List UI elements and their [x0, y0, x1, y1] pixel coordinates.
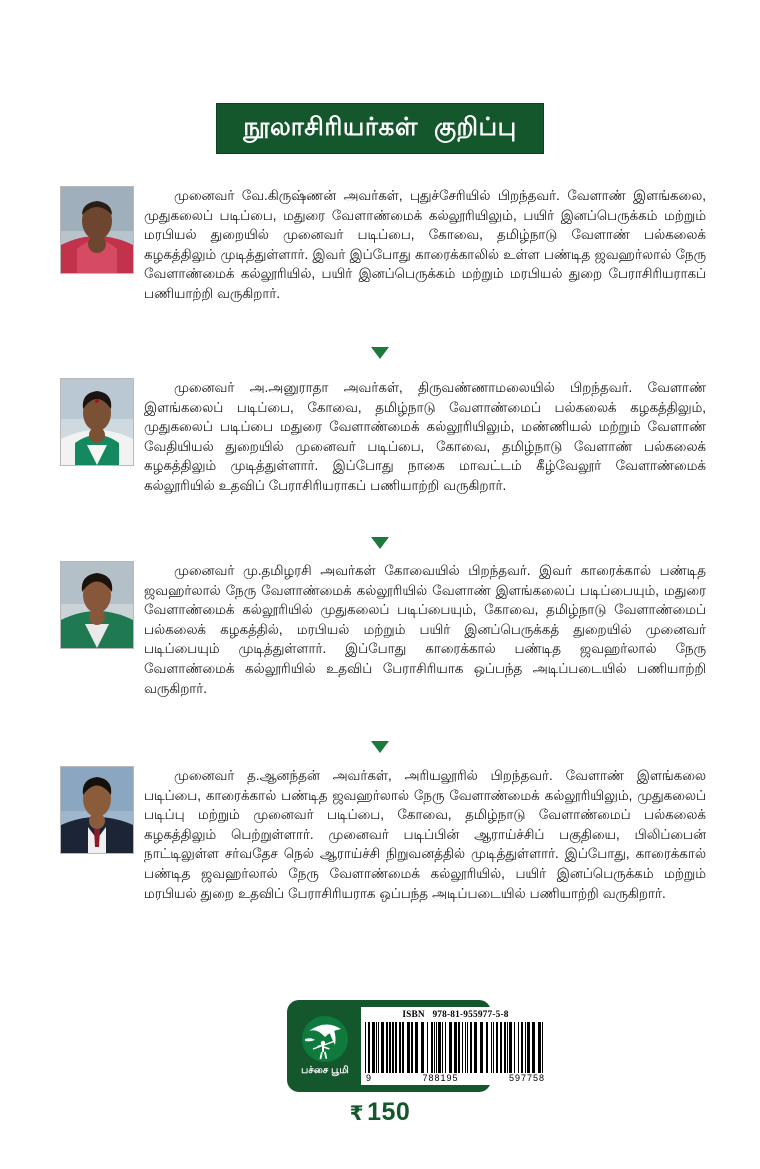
- page-title-part2: குறிப்பு: [433, 113, 517, 141]
- rupee-symbol-icon: ₹: [349, 1103, 365, 1125]
- author-bio-block-3: [60, 561, 706, 698]
- publisher-barcode-panel: [287, 1000, 545, 1092]
- author-bio-text-4: முனைவர் த.ஆனந்தன் அவர்கள், அரியலூரில் பிறந்தவர். வேளாண் இளங்கலை படிப்பை, காரைக்கால் பண்டித ஜவஹர்லால் நேரு வேளாண்மைக் கல்லூரியிலும், முதுகலைப் படிப்பு மற்றும் முனைவர் படிப்பை, கோவை, தமிழ்நாடு வேளாண்மைப் பல்கலைக் கழகத்திலும் பெற்றுள்ளார். முனைவர் படிப்பின் ஆராய்ச்சிப் பகுதியை, பிலிப்பைன் நாட்டிலுள்ள சர்வதேச நெல் ஆராய்ச்சி நிறுவனத்தில் முடித்துள்ளார். இப்போது, காரைக்கால் பண்டித ஜவஹர்லால் நேரு வேளாண்மைக் கல்லூரியில், பயிர் இனப்பெருக்கம் மற்றும் மரபியல் துறை உதவிப் பேராசிரியராக ஒப்பந்த அடிப்படையில் பணியாற்றி வருகிறார்.: [144, 768, 706, 901]
- publisher-logo: [294, 1015, 356, 1076]
- ean-left-digit: 9: [366, 1073, 373, 1083]
- ean-group-2: 597758: [508, 1073, 545, 1083]
- portrait-photo-author-2: [60, 378, 134, 466]
- triangle-down-icon: [371, 741, 389, 753]
- isbn-barcode: [361, 1007, 550, 1085]
- section-divider-1: [0, 344, 760, 363]
- page-title: [216, 103, 543, 154]
- price-line: [0, 1098, 760, 1127]
- portrait-photo-author-3: [60, 561, 134, 649]
- isbn-value: 978-81-955977-5-8: [432, 1010, 509, 1020]
- author-bio-text-1: முனைவர் வே.கிருஷ்ணன் அவர்கள், புதுச்சேரியில் பிறந்தவர். வேளாண் இளங்கலை, முதுகலைப் படிப்பை, மதுரை வேளாண்மைக் கல்லூரியிலும், பயிர் இனப்பெருக்கம் மற்றும் மரபியல் துறையில் முனைவர் படிப்பை, கோவை, தமிழ்நாடு வேளாண் பல்கலைக் கழகத்திலும் முடித்துள்ளார். இவர் இப்போது காரைக்காலில் உள்ள பண்டித ஜவஹர்லால் நேரு வேளாண்மைக் கல்லூரியில், பயிர் இனப்பெருக்கம் மற்றும் மரபியல் துறை பேராசிரியராகப் பணியாற்றி வருகிறார்.: [144, 188, 706, 301]
- author-bio-text-2: முனைவர் அ.அனுராதா அவர்கள், திருவண்ணாமலையில் பிறந்தவர். வேளாண் இளங்கலைப் படிப்பை, கோவை, தமிழ்நாடு வேளாண்மைப் பல்கலைக் கழகத்திலும், முதுகலைப் படிப்பை மதுரை வேளாண்மைக் கல்லூரியிலும், மண்ணியல் மற்றும் வேளாண் வேதியியல் துறையில் முனைவர் படிப்பை, கோவை, தமிழ்நாடு வேளாண் பல்கலைக் கழகத்திலும் முடித்துள்ளார். இப்போது நாகை மாவட்டம் கீழ்வேலூர் வேளாண்மைக் கல்லூரியில் உதவிப் பேராசிரியராகப் பணியாற்றி வருகிறார்.: [144, 380, 706, 493]
- publisher-name: பச்சை பூமி: [301, 1065, 349, 1077]
- portrait-photo-author-1: [60, 186, 134, 274]
- isbn-label: ISBN: [402, 1010, 425, 1020]
- triangle-down-icon: [371, 347, 389, 359]
- barcode-bars: [365, 1022, 546, 1073]
- ean-group-1: 788195: [422, 1073, 459, 1083]
- author-bio-block-1: [60, 186, 706, 304]
- price-amount: 150: [367, 1098, 411, 1126]
- isbn-line: [365, 1010, 546, 1021]
- ean-digits: [365, 1073, 546, 1083]
- page-header: [0, 103, 760, 154]
- portrait-photo-author-4: [60, 766, 134, 854]
- section-divider-3: [0, 738, 760, 757]
- author-bio-text-3: முனைவர் மு.தமிழரசி அவர்கள் கோவையில் பிறந்தவர். இவர் காரைக்கால் பண்டித ஜவஹர்லால் நேரு வேளாண்மைக் கல்லூரியில் வேளாண் இளங்கலைப் படிப்பையும், மதுரை வேளாண்மைக் கல்லூரியில் முதுகலைப் படிப்பையும், கோவை, தமிழ்நாடு வேளாண்மைப் பல்கலைக் கழகத்தில், மரபியல் மற்றும் பயிர் இனப்பெருக்கத் துறையில் முனைவர் படிப்பையும் முடித்துள்ளார். இப்போது காரைக்கால் பண்டித ஜவஹர்லால் நேரு வேளாண்மைக் கல்லூரியில் உதவிப் பேராசிரியாக ஒப்பந்த அடிப்படையில் பணியாற்றி வருகிறார்.: [144, 563, 706, 696]
- author-bio-block-4: [60, 766, 706, 903]
- farmer-sun-logo-icon: [301, 1015, 349, 1063]
- triangle-down-icon: [371, 537, 389, 549]
- author-bio-block-2: [60, 378, 706, 496]
- page-title-part1: நூலாசிரியர்கள்: [243, 113, 418, 141]
- section-divider-2: [0, 534, 760, 553]
